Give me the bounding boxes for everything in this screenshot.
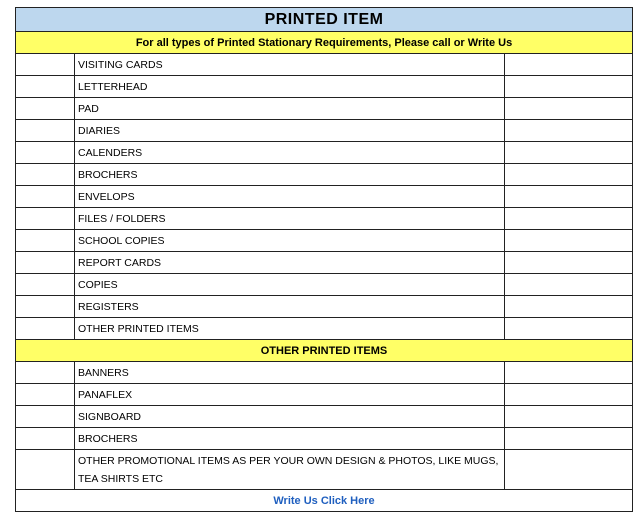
empty-cell <box>16 274 75 296</box>
list-item <box>16 252 633 274</box>
list-item <box>16 274 633 296</box>
empty-cell <box>505 230 633 252</box>
list-item <box>16 142 633 164</box>
item-name: PAD <box>75 98 505 120</box>
empty-cell <box>505 428 633 450</box>
list-item <box>16 362 633 384</box>
empty-cell <box>16 252 75 274</box>
empty-cell <box>16 208 75 230</box>
empty-cell <box>16 186 75 208</box>
list-item <box>16 164 633 186</box>
empty-cell <box>16 76 75 98</box>
title-row <box>16 8 633 32</box>
item-name: SCHOOL COPIES <box>75 230 505 252</box>
list-item <box>16 450 633 490</box>
empty-cell <box>505 318 633 340</box>
empty-cell <box>16 384 75 406</box>
empty-cell <box>505 76 633 98</box>
list-item <box>16 98 633 120</box>
empty-cell <box>16 230 75 252</box>
empty-cell <box>16 428 75 450</box>
empty-cell <box>16 164 75 186</box>
list-item <box>16 428 633 450</box>
list-item <box>16 120 633 142</box>
list-item <box>16 230 633 252</box>
item-name: OTHER PROMOTIONAL ITEMS AS PER YOUR OWN DESIGN & PHOTOS, LIKE MUGS, TEA SHIRTS ETC <box>75 450 505 490</box>
empty-cell <box>505 296 633 318</box>
item-name: REGISTERS <box>75 296 505 318</box>
empty-cell <box>505 362 633 384</box>
empty-cell <box>16 318 75 340</box>
item-name: BROCHERS <box>75 428 505 450</box>
empty-cell <box>505 142 633 164</box>
empty-cell <box>16 98 75 120</box>
printed-item-table <box>15 7 633 512</box>
empty-cell <box>505 54 633 76</box>
item-name: FILES / FOLDERS <box>75 208 505 230</box>
banner-row <box>16 32 633 54</box>
empty-cell <box>16 362 75 384</box>
list-item <box>16 406 633 428</box>
list-item <box>16 318 633 340</box>
item-name: PANAFLEX <box>75 384 505 406</box>
item-name: CALENDERS <box>75 142 505 164</box>
empty-cell <box>16 142 75 164</box>
empty-cell <box>16 54 75 76</box>
list-item <box>16 296 633 318</box>
section-header-row <box>16 340 633 362</box>
empty-cell <box>505 252 633 274</box>
empty-cell <box>505 186 633 208</box>
page-title: PRINTED ITEM <box>16 8 633 32</box>
list-item <box>16 208 633 230</box>
contact-banner: For all types of Printed Stationary Requirements, Please call or Write Us <box>16 32 633 54</box>
item-name: COPIES <box>75 274 505 296</box>
empty-cell <box>505 384 633 406</box>
empty-cell <box>16 120 75 142</box>
item-name: OTHER PRINTED ITEMS <box>75 318 505 340</box>
item-name: SIGNBOARD <box>75 406 505 428</box>
empty-cell <box>505 450 633 490</box>
item-name: REPORT CARDS <box>75 252 505 274</box>
empty-cell <box>505 120 633 142</box>
empty-cell <box>505 406 633 428</box>
item-name: BROCHERS <box>75 164 505 186</box>
footer-row <box>16 490 633 512</box>
empty-cell <box>16 450 75 490</box>
item-name: VISITING CARDS <box>75 54 505 76</box>
section-header: OTHER PRINTED ITEMS <box>16 340 633 362</box>
empty-cell <box>16 406 75 428</box>
item-name: BANNERS <box>75 362 505 384</box>
empty-cell <box>505 208 633 230</box>
empty-cell <box>505 98 633 120</box>
empty-cell <box>505 164 633 186</box>
footer-cell <box>16 490 633 512</box>
empty-cell <box>16 296 75 318</box>
write-us-link[interactable]: Write Us Click Here <box>273 494 375 507</box>
list-item <box>16 186 633 208</box>
item-name: LETTERHEAD <box>75 76 505 98</box>
list-item <box>16 54 633 76</box>
list-item <box>16 76 633 98</box>
empty-cell <box>505 274 633 296</box>
item-name: DIARIES <box>75 120 505 142</box>
list-item <box>16 384 633 406</box>
item-name: ENVELOPS <box>75 186 505 208</box>
